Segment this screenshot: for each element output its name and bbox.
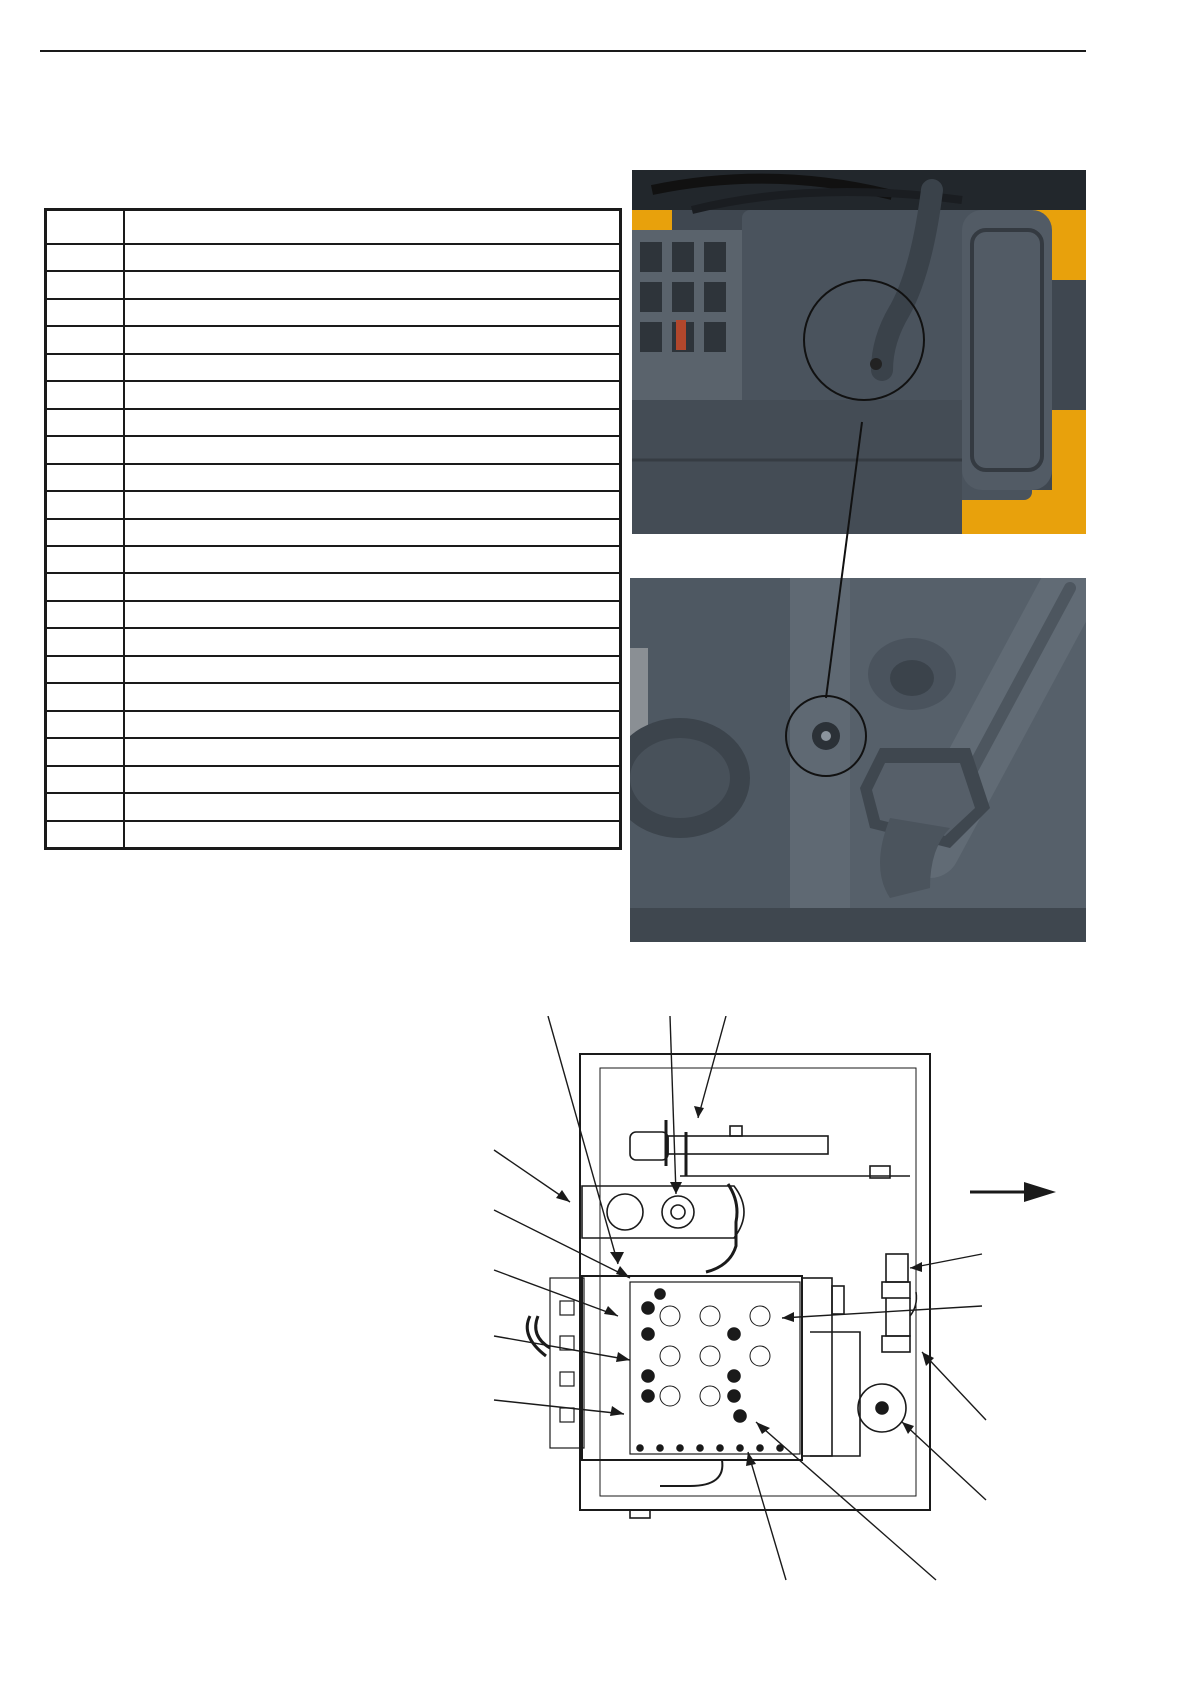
control-valve-diagram xyxy=(490,1016,1090,1586)
table-column-divider xyxy=(123,211,125,847)
table-row xyxy=(47,408,619,410)
table-row xyxy=(47,765,619,767)
table-row xyxy=(47,435,619,437)
table-row xyxy=(47,655,619,657)
table-row xyxy=(47,325,619,327)
table-row xyxy=(47,792,619,794)
table-row xyxy=(47,572,619,574)
table-row xyxy=(47,710,619,712)
table-row xyxy=(47,490,619,492)
table-row xyxy=(47,298,619,300)
table-row xyxy=(47,627,619,629)
table-row xyxy=(47,243,619,245)
transmission-port-closeup-photo xyxy=(630,578,1086,942)
header-rule xyxy=(40,50,1086,52)
table-row xyxy=(47,518,619,520)
table-row xyxy=(47,545,619,547)
transmission-housing-photo xyxy=(632,170,1086,534)
table-row xyxy=(47,270,619,272)
table-row xyxy=(47,737,619,739)
table-row xyxy=(47,600,619,602)
table-row xyxy=(47,353,619,355)
spec-table xyxy=(44,208,622,850)
table-row xyxy=(47,463,619,465)
table-row xyxy=(47,682,619,684)
table-row xyxy=(47,380,619,382)
table-row xyxy=(47,820,619,822)
